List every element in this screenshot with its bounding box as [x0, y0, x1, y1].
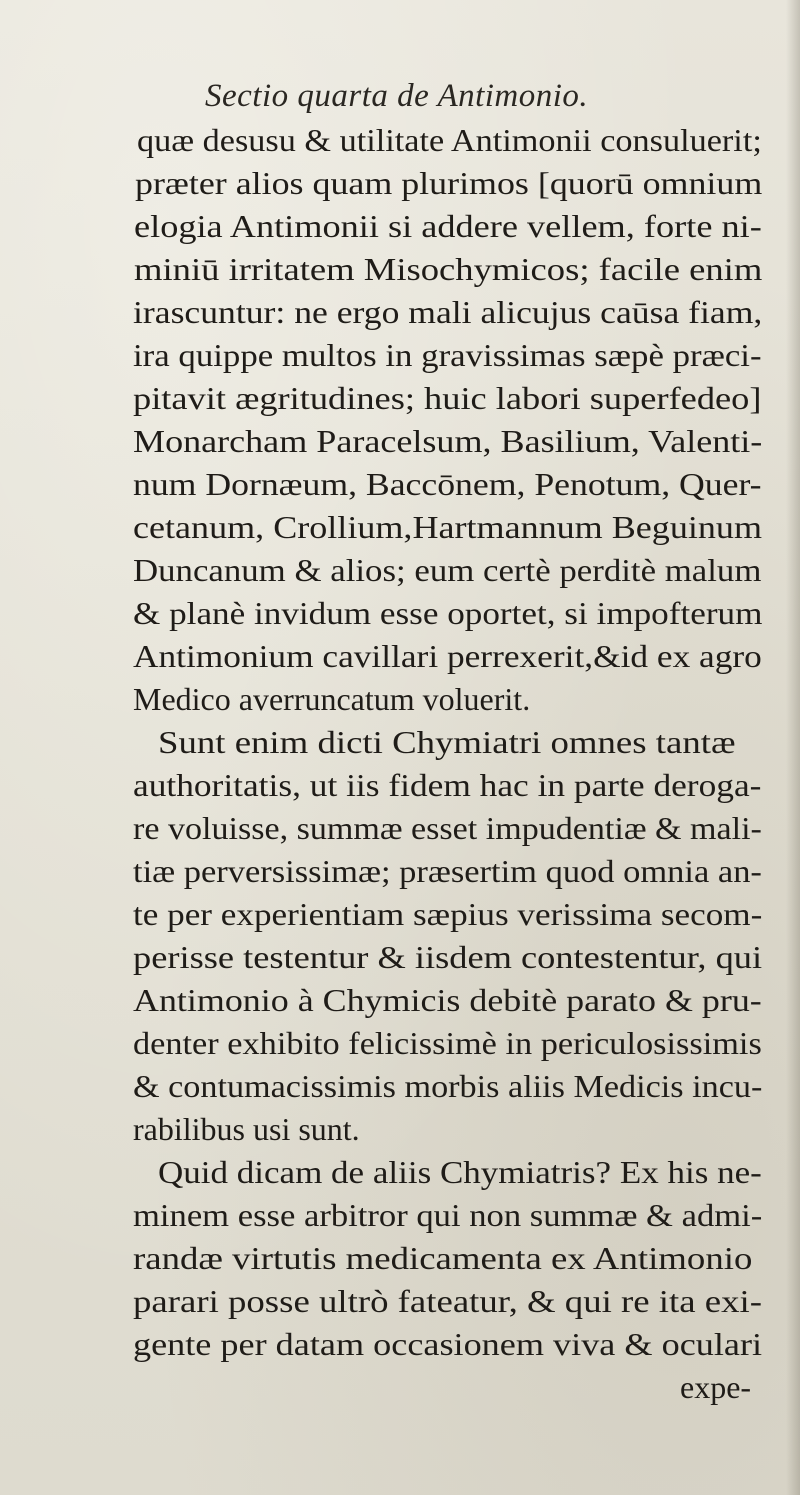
text-line: Duncanum & alios; eum certè perditè malum	[133, 552, 762, 588]
text-line: denter exhibito felicissimè in periculosissimis	[133, 1025, 762, 1061]
text-line: ira quippe multos in gravissimas sæpè præci-	[133, 337, 762, 373]
text-line: te per experientiam sæpius verissima secom-	[133, 896, 763, 932]
text-line: & planè invidum esse oportet, si impofterum	[133, 595, 763, 631]
text-line: Antimonium cavillari perrexerit,&id ex agro	[133, 638, 762, 674]
text-line: cetanum, Crollium,Hartmannum Beguinum	[133, 509, 763, 545]
catchword: expe-	[680, 1369, 752, 1405]
text-line: Monarcham Paracelsum, Basilium, Valenti-	[133, 423, 763, 459]
text-line: tiæ perversissimæ; præsertim quod omnia an-	[133, 853, 762, 889]
text-line: Medico averruncatum voluerit.	[133, 681, 531, 717]
text-line: quæ desusu & utilitate Antimonii consuluerit;	[137, 122, 762, 158]
text-line: Sunt enim dicti Chymiatri omnes tantæ	[158, 724, 736, 760]
text-line: minem esse arbitror qui non summæ & admi-	[133, 1197, 763, 1233]
running-head: Sectio quarta de Antimonio.	[205, 78, 589, 114]
text-line: elogia Antimonii si addere vellem, forte ni-	[134, 208, 762, 244]
text-line: gente per datam occasionem viva & oculari	[133, 1326, 763, 1362]
text-line: perisse testentur & iisdem contestentur, qui	[133, 939, 763, 975]
text-line: Quid dicam de aliis Chymiatris? Ex his ne-	[158, 1154, 762, 1190]
text-line: irascuntur: ne ergo mali alicujus caūsa fiam,	[133, 294, 763, 330]
text-line: num Dornæum, Baccōnem, Penotum, Quer-	[133, 466, 762, 502]
text-line: re voluisse, summæ esset impudentiæ & mali-	[133, 810, 762, 846]
text-line: & contumacissimis morbis aliis Medicis incu-	[133, 1068, 763, 1104]
text-line: pitavit ægritudines; huic labori superfedeo]	[133, 380, 762, 416]
text-line: authoritatis, ut iis fidem hac in parte deroga-	[133, 767, 762, 803]
text-line: randæ virtutis medicamenta ex Antimonio	[133, 1240, 753, 1276]
text-line: præter alios quam plurimos [quorū omnium	[135, 165, 763, 201]
text-line: parari posse ultrò fateatur, & qui re ita exi-	[133, 1283, 762, 1319]
text-line: rabilibus usi sunt.	[133, 1111, 360, 1147]
text-line: miniū irritatem Misochymicos; facile enim	[134, 251, 763, 287]
text-line: Antimonio à Chymicis debitè parato & pru-	[133, 982, 762, 1018]
